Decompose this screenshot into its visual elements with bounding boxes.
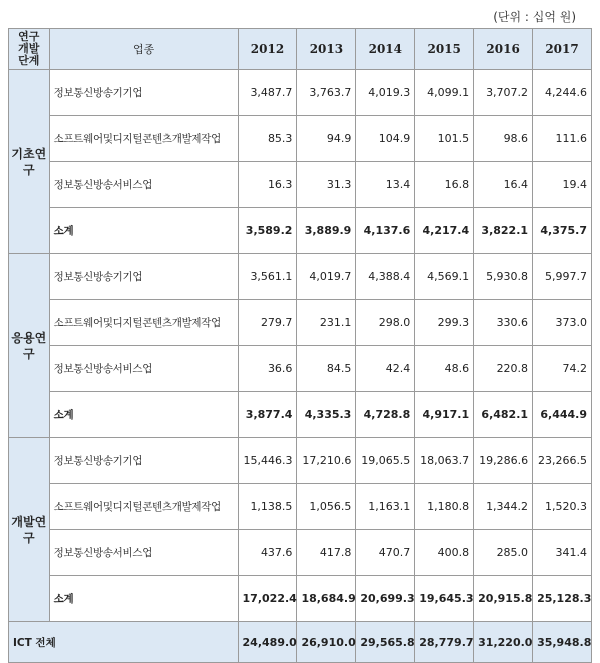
industry-label: 소계 (49, 576, 238, 622)
value-cell: 299.3 (415, 300, 474, 346)
value-cell: 3,889.9 (297, 208, 356, 254)
value-cell: 42.4 (356, 346, 415, 392)
table-row (9, 70, 592, 116)
industry-label: 소프트웨어및디지털콘텐츠개발제작업 (49, 300, 238, 346)
value-cell: 19,645.3 (415, 576, 474, 622)
year-header: 2014 (356, 29, 415, 70)
value-cell: 84.5 (297, 346, 356, 392)
value-cell: 3,707.2 (474, 70, 533, 116)
value-cell: 4,375.7 (533, 208, 592, 254)
value-cell: 19,065.5 (356, 438, 415, 484)
header-row (9, 29, 592, 70)
value-cell: 1,056.5 (297, 484, 356, 530)
value-cell: 1,138.5 (238, 484, 297, 530)
value-cell: 437.6 (238, 530, 297, 576)
value-cell: 5,930.8 (474, 254, 533, 300)
value-cell: 4,099.1 (415, 70, 474, 116)
stage-header: 연구 개발 단계 (9, 29, 50, 70)
value-cell: 470.7 (356, 530, 415, 576)
value-cell: 23,266.5 (533, 438, 592, 484)
value-cell: 15,446.3 (238, 438, 297, 484)
value-cell: 104.9 (356, 116, 415, 162)
value-cell: 4,019.7 (297, 254, 356, 300)
value-cell: 6,482.1 (474, 392, 533, 438)
table-row (9, 438, 592, 484)
value-cell: 1,344.2 (474, 484, 533, 530)
year-header: 2016 (474, 29, 533, 70)
value-cell: 18,063.7 (415, 438, 474, 484)
industry-label: 정보통신방송서비스업 (49, 530, 238, 576)
value-cell: 4,217.4 (415, 208, 474, 254)
industry-label: 소계 (49, 392, 238, 438)
year-header: 2012 (238, 29, 297, 70)
value-cell: 20,915.8 (474, 576, 533, 622)
total-value-cell: 31,220.0 (474, 622, 533, 663)
value-cell: 4,569.1 (415, 254, 474, 300)
industry-label: 소프트웨어및디지털콘텐츠개발제작업 (49, 484, 238, 530)
value-cell: 3,822.1 (474, 208, 533, 254)
value-cell: 6,444.9 (533, 392, 592, 438)
value-cell: 298.0 (356, 300, 415, 346)
value-cell: 4,728.8 (356, 392, 415, 438)
value-cell: 3,487.7 (238, 70, 297, 116)
industry-header: 업종 (49, 29, 238, 70)
table-row (9, 484, 592, 530)
value-cell: 231.1 (297, 300, 356, 346)
value-cell: 4,335.3 (297, 392, 356, 438)
value-cell: 3,763.7 (297, 70, 356, 116)
table-row (9, 162, 592, 208)
total-row (9, 622, 592, 663)
value-cell: 4,137.6 (356, 208, 415, 254)
value-cell: 4,244.6 (533, 70, 592, 116)
value-cell: 4,388.4 (356, 254, 415, 300)
industry-label: 정보통신방송서비스업 (49, 346, 238, 392)
total-value-cell: 29,565.8 (356, 622, 415, 663)
stage-label: 응용연 구 (9, 254, 50, 438)
value-cell: 4,917.1 (415, 392, 474, 438)
table-row (9, 346, 592, 392)
value-cell: 3,561.1 (238, 254, 297, 300)
value-cell: 20,699.3 (356, 576, 415, 622)
industry-label: 소계 (49, 208, 238, 254)
total-value-cell: 35,948.8 (533, 622, 592, 663)
subtotal-row (9, 392, 592, 438)
industry-label: 정보통신방송기기업 (49, 438, 238, 484)
value-cell: 19,286.6 (474, 438, 533, 484)
value-cell: 220.8 (474, 346, 533, 392)
value-cell: 16.3 (238, 162, 297, 208)
year-header: 2017 (533, 29, 592, 70)
value-cell: 1,520.3 (533, 484, 592, 530)
value-cell: 16.8 (415, 162, 474, 208)
value-cell: 3,877.4 (238, 392, 297, 438)
total-value-cell: 28,779.7 (415, 622, 474, 663)
value-cell: 400.8 (415, 530, 474, 576)
unit-note: (단위 : 십억 원) (493, 10, 576, 24)
value-cell: 94.9 (297, 116, 356, 162)
value-cell: 13.4 (356, 162, 415, 208)
value-cell: 85.3 (238, 116, 297, 162)
industry-label: 정보통신방송서비스업 (49, 162, 238, 208)
value-cell: 16.4 (474, 162, 533, 208)
value-cell: 330.6 (474, 300, 533, 346)
value-cell: 111.6 (533, 116, 592, 162)
value-cell: 1,180.8 (415, 484, 474, 530)
value-cell: 17,210.6 (297, 438, 356, 484)
table-row (9, 116, 592, 162)
value-cell: 98.6 (474, 116, 533, 162)
value-cell: 25,128.3 (533, 576, 592, 622)
year-header: 2015 (415, 29, 474, 70)
value-cell: 279.7 (238, 300, 297, 346)
total-value-cell: 24,489.0 (238, 622, 297, 663)
value-cell: 5,997.7 (533, 254, 592, 300)
industry-label: 소프트웨어및디지털콘텐츠개발제작업 (49, 116, 238, 162)
stage-label: 개발연 구 (9, 438, 50, 622)
value-cell: 48.6 (415, 346, 474, 392)
value-cell: 31.3 (297, 162, 356, 208)
stage-label: 기초연 구 (9, 70, 50, 254)
table-row (9, 530, 592, 576)
value-cell: 74.2 (533, 346, 592, 392)
value-cell: 1,163.1 (356, 484, 415, 530)
value-cell: 17,022.4 (238, 576, 297, 622)
industry-label: 정보통신방송기기업 (49, 254, 238, 300)
year-header: 2013 (297, 29, 356, 70)
rd-expenditure-table (8, 28, 592, 663)
subtotal-row (9, 208, 592, 254)
value-cell: 3,589.2 (238, 208, 297, 254)
subtotal-row (9, 576, 592, 622)
value-cell: 19.4 (533, 162, 592, 208)
table-row (9, 300, 592, 346)
value-cell: 417.8 (297, 530, 356, 576)
total-value-cell: 26,910.0 (297, 622, 356, 663)
value-cell: 101.5 (415, 116, 474, 162)
value-cell: 373.0 (533, 300, 592, 346)
value-cell: 18,684.9 (297, 576, 356, 622)
value-cell: 285.0 (474, 530, 533, 576)
value-cell: 36.6 (238, 346, 297, 392)
table-row (9, 254, 592, 300)
industry-label: 정보통신방송기기업 (49, 70, 238, 116)
value-cell: 341.4 (533, 530, 592, 576)
value-cell: 4,019.3 (356, 70, 415, 116)
total-label: ICT 전체 (9, 622, 239, 663)
